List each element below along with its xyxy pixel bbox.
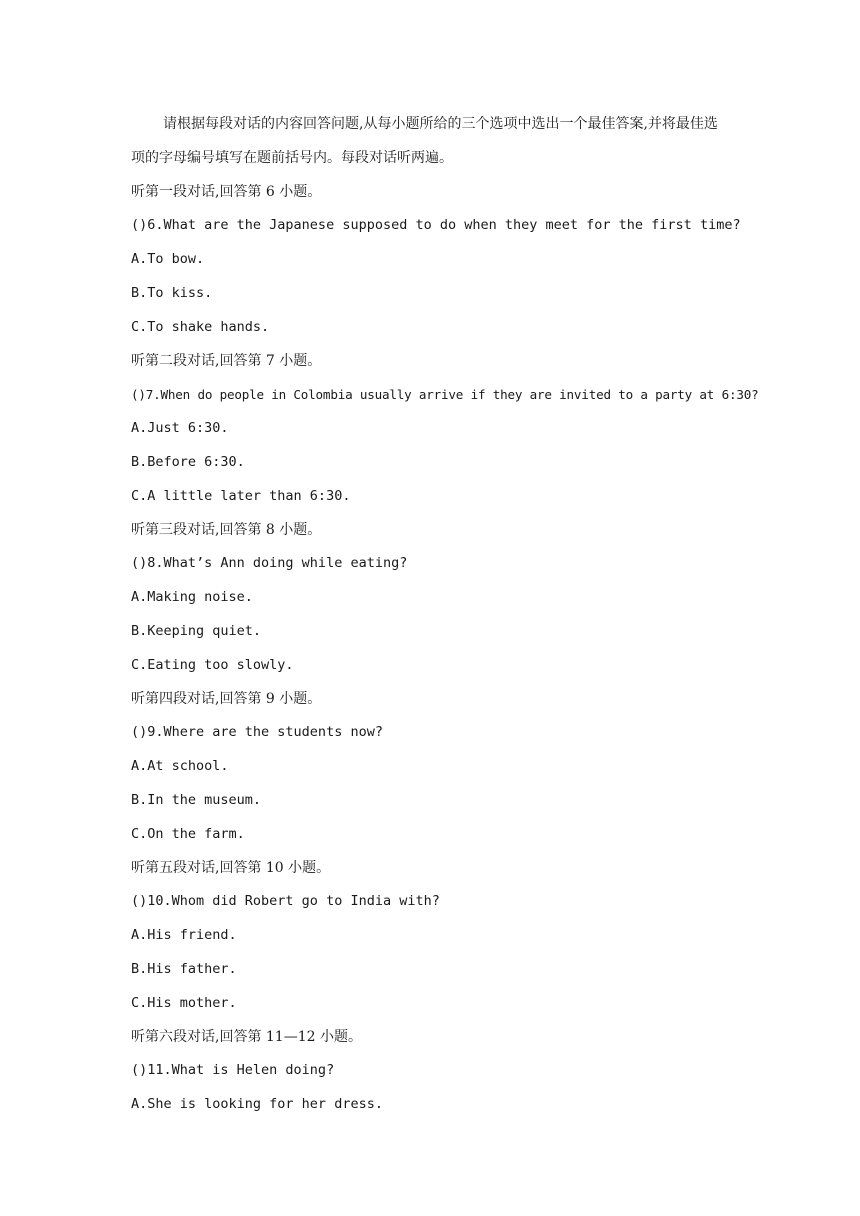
- question-stem: ()7.When do people in Colombia usually arrive if they are invited to a party at 6:30?: [131, 387, 759, 403]
- section-heading: 听第四段对话,回答第 9 小题。: [131, 690, 322, 707]
- section-heading: 听第五段对话,回答第 10 小题。: [131, 859, 331, 876]
- answer-option: C.Eating too slowly.: [131, 656, 294, 673]
- answer-option: A.To bow.: [131, 251, 205, 268]
- answer-option: C.To shake hands.: [131, 318, 270, 335]
- answer-option: C.On the farm.: [131, 825, 245, 842]
- section-heading: 听第二段对话,回答第 7 小题。: [131, 352, 322, 369]
- section-heading: 听第六段对话,回答第 11—12 小题。: [131, 1028, 362, 1045]
- question-stem: ()6.What are the Japanese supposed to do when they meet for the first time?: [131, 217, 741, 234]
- question-stem: ()11.What is Helen doing?: [131, 1062, 335, 1079]
- section-heading: 听第三段对话,回答第 8 小题。: [131, 521, 322, 538]
- answer-option: B.His father.: [131, 960, 237, 977]
- question-stem: ()8.What’s Ann doing while eating?: [131, 555, 408, 572]
- question-stem: ()9.Where are the students now?: [131, 724, 383, 741]
- answer-option: A.Just 6:30.: [131, 420, 229, 437]
- instructions-paragraph: 请根据每段对话的内容回答问题,从每小题所给的三个选项中选出一个最佳答案,并将最佳选项的字母编号填写在题前括号内。每段对话听两遍。: [131, 116, 718, 166]
- answer-option: B.Before 6:30.: [131, 453, 245, 470]
- answer-option: B.To kiss.: [131, 284, 213, 301]
- listening-section: [131, 108, 759, 1122]
- answer-option: A.His friend.: [131, 927, 237, 944]
- section-heading: 听第一段对话,回答第 6 小题。: [131, 183, 322, 200]
- answer-option: A.At school.: [131, 758, 229, 775]
- answer-option: A.She is looking for her dress.: [131, 1096, 383, 1113]
- answer-option: B.In the museum.: [131, 791, 262, 808]
- answer-option: B.Keeping quiet.: [131, 622, 262, 639]
- question-stem: ()10.Whom did Robert go to India with?: [131, 893, 440, 910]
- answer-option: C.A little later than 6:30.: [131, 487, 351, 504]
- answer-option: C.His mother.: [131, 994, 237, 1011]
- answer-option: A.Making noise.: [131, 589, 253, 606]
